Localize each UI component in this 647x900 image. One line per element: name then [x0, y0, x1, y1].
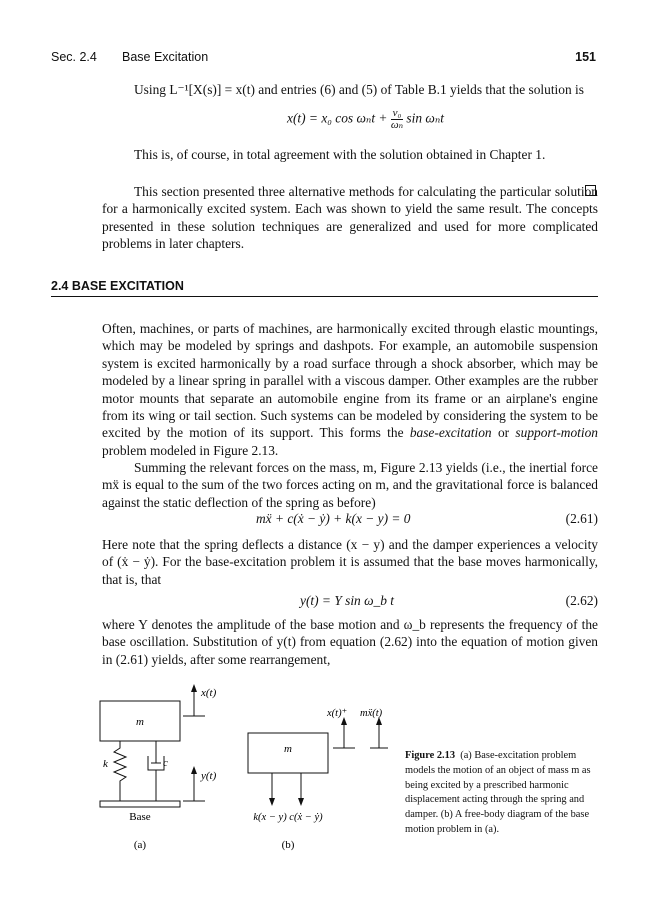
spring-a — [114, 741, 126, 801]
para1-emphasis-1: base-excitation — [409, 425, 492, 441]
running-head-title: Base Excitation — [122, 50, 209, 64]
equation-number-2-61: (2.61) — [565, 511, 598, 526]
panel-label-a: (a) — [133, 839, 147, 851]
agreement-line: This is, of course, in total agreement with the solution obtained in Chapter 1. — [134, 147, 546, 162]
para1-text-b: problem modeled in Figure 2.13. — [102, 442, 279, 458]
running-head-section: Sec. 2.4 — [51, 50, 97, 64]
x-label-a: x(t) — [201, 687, 217, 699]
panel-label-b: (b) — [281, 839, 295, 851]
solution-eq-rhs: sin ωₙt — [406, 110, 444, 126]
para1-emphasis-2: support-motion — [515, 425, 598, 441]
base-plate-a — [100, 801, 180, 807]
spring-force-head-b — [269, 798, 275, 806]
x-label-b: x(t)⁺ — [327, 708, 348, 719]
figure-caption-label: Figure 2.13 — [405, 750, 456, 761]
paragraph-spring-deflection: Here note that the spring deflects a distance (x − y) and the damper experiences a velocity of (ẋ − ẏ). For the base-excitation problem it is assumed that the base moves harmonically, that is, that — [102, 537, 598, 587]
x-arrow-head-a — [191, 684, 197, 692]
y-arrow-head-a — [191, 766, 197, 774]
inertia-label-b: mẍ(t) — [360, 708, 383, 719]
paragraph-summing-forces: Summing the relevant forces on the mass, m, Figure 2.13 yields (i.e., the inertial force mẍ is equal to the sum of the two forces acting on m, and the gravitational force is balanced against the static deflection of the spring as before) — [102, 460, 598, 510]
fraction-numerator: v₀ — [392, 107, 402, 119]
spring-label-k: k — [103, 758, 108, 770]
mass-label-a: m — [136, 716, 144, 728]
section-heading: 2.4 BASE EXCITATION — [51, 279, 598, 297]
page-number: 151 — [575, 50, 596, 64]
equation-2-62: y(t) = Y sin ω_b t — [300, 593, 394, 608]
equation-number-2-62: (2.62) — [565, 593, 598, 608]
figure-caption-text: (a) Base-excitation problem models the motion of an object of mass m as being excited by a prescribed harmonic displacement acting through the spring and damper. (b) A free-body diagram of the base motion problem in (a). — [405, 750, 591, 835]
solution-eq-lhs: x(t) = x₀ cos ωₙt + — [287, 110, 388, 126]
equation-2-61: mẍ + c(ẋ − ẏ) + k(x − y) = 0 — [256, 511, 411, 526]
summary-paragraph: This section presented three alternative methods for calculating the particular solution for a harmonically excited system. Each was shown to yield the same result. The concepts presented in these solution techniques are generalized and used for more complicated problems in later chapters. — [102, 184, 598, 252]
using-line: Using L⁻¹[X(s)] = x(t) and entries (6) and (5) of Table B.1 yields that the solution is — [134, 82, 584, 97]
y-label-a: y(t) — [201, 770, 217, 782]
damper-force-head-b — [298, 798, 304, 806]
base-label: Base — [129, 811, 151, 823]
paragraph-substitution: where Y denotes the amplitude of the base motion and ω_b represents the frequency of the base oscillation. Substitution of y(t) from equation (2.62) into the equation of motion given in (2.61) yields, after some rearrangement, — [102, 617, 598, 667]
fraction-denominator: ωₙ — [390, 119, 404, 131]
para1-text-a: Often, machines, or parts of machines, are harmonically excited through elastic mountings, which may be modeled by springs and dashpots. For example, an automobile suspension system is excited harmonically by a road surface through a shock absorber, which may be modeled by a linear spring in parallel with a viscous damper. Other examples are the rubber motor mounts that separate an automobile engine from its frame or an airplane's engine from its wing or tail section. Such systems can be modeled by considering the system to be excited by the motion of its support. This forms the — [102, 321, 598, 441]
mass-label-b: m — [284, 743, 292, 755]
damper-label-c: c — [163, 757, 168, 769]
force-labels-b: k(x − y) c(ẋ − ẏ) — [253, 812, 323, 823]
para1-mid: or — [491, 425, 516, 441]
figure-caption — [405, 749, 600, 838]
